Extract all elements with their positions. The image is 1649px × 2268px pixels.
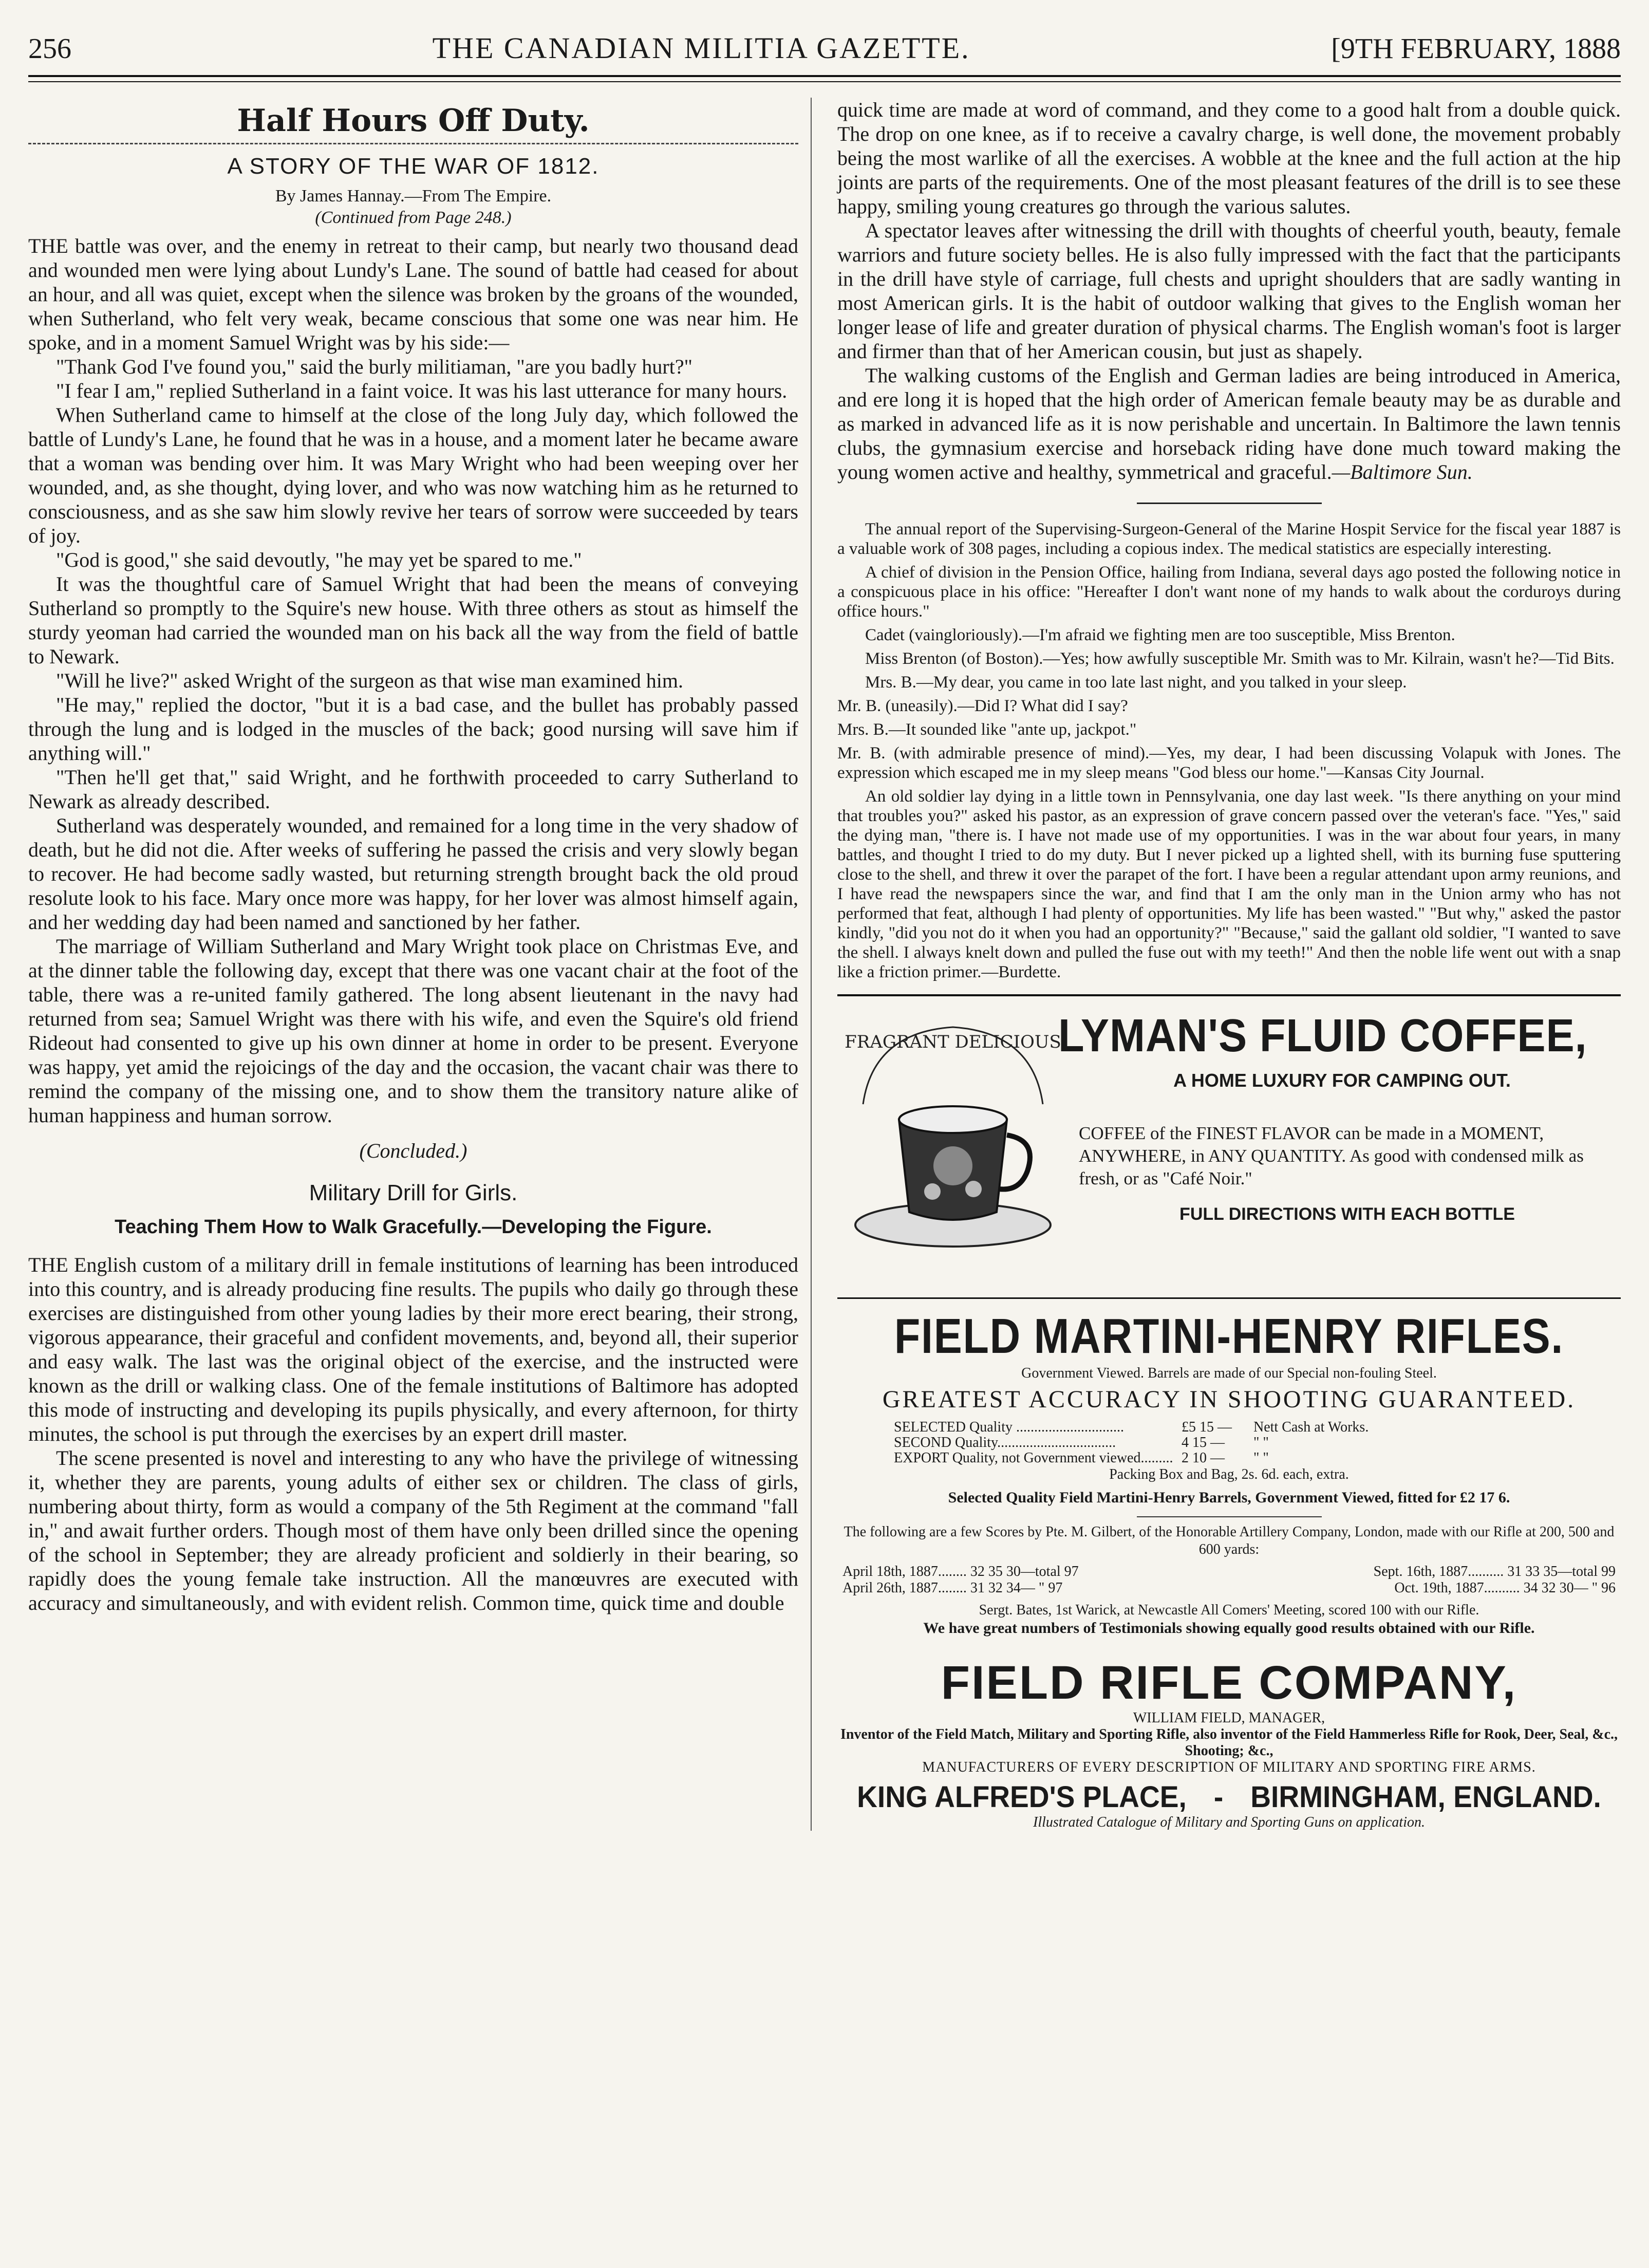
publication-title: THE CANADIAN MILITIA GAZETTE. [432, 31, 970, 65]
rifles-tagline: Government Viewed. Barrels are made of our Special non-fouling Steel. [1021, 1365, 1437, 1381]
note-paragraph: Mr. B. (with admirable presence of mind).—Yes, my dear, I had been discussing Volapuk with Jones. The expression which escaped me in my sleep means "God bless our home."—Kansas City Journal. [837, 744, 1621, 782]
score-left: April 26th, 1887........ 31 32 34— " 97 [842, 1580, 1063, 1596]
drill-subtitle: Teaching Them How to Walk Gracefully.—Developing the Figure. [115, 1216, 712, 1238]
barrels-note: Selected Quality Field Martini-Henry Barrels, Government Viewed, fitted for £2 17 6. [948, 1489, 1510, 1506]
note-paragraph: Cadet (vaingloriously).—I'm afraid we fighting men are too susceptible, Miss Brenton. [865, 626, 1455, 644]
issue-date: [9TH FEBRUARY, 1888 [1331, 33, 1621, 65]
drill-paragraph: The scene presented is novel and interesting to any who have the privilege of witnessing it, whether they are parents, young adults of either sex or children. The class of girls, numbering about thirty, form as would a company of the 5th Regiment at the command "fall in," and await further orders. Though most of them have only been drilled since the opening of the school in September; they are already proficient and soldierly in their bearing, so rapidly does the young female take instruction. All the manœuvres are executed with accuracy and simultaneously, and with evident relish. Common time, quick time and double [28, 1446, 798, 1614]
note-paragraph: Mrs. B.—My dear, you came in too late last night, and you talked in your sleep. [865, 673, 1407, 692]
story-continued: (Continued from Page 248.) [315, 208, 512, 227]
cup-caption: FRAGRANT DELICIOUS [845, 1032, 1061, 1052]
rifles-title: FIELD MARTINI-HENRY RIFLES. [894, 1309, 1564, 1364]
note-paragraph: Miss Brenton (of Boston).—Yes; how awfully susceptible Mr. Smith was to Mr. Kilrain, wasn't he?—Tid Bits. [865, 649, 1615, 668]
score-left: April 18th, 1887........ 32 35 30—total 97 [842, 1564, 1079, 1579]
drill-paragraph: quick time are made at word of command, and they come to a good halt from a double quick. The drop on one knee, as if to receive a cavalry charge, is well done, the movement probably being the most warlike of all the exercises. A wobble at the knee and the full action at the hip joints are parts of the requirements. One of the most pleasant features of the drill is to see these happy, smiling young creatures go through the various salutes. [837, 98, 1621, 218]
story-paragraph: It was the thoughtful care of Samuel Wright that had been the means of conveying Sutherland so promptly to the Squire's new house. With three others as stout as himself the sturdy yeoman had carried the wounded man on his back all the way from the field of battle to Newark. [28, 572, 798, 668]
drill-paragraph: THE English custom of a military drill in female institutions of learning has been introduced into this country, and is already producing fine results. The pupils who daily go through these exercises are distinguished from other young ladies by their more erect bearing, their strong, vigorous appearance, their graceful and confident movements, and, beyond all, their superior and easy walk. The last was the original object of the exercise, and the instructed were known as the drill or walking class. One of the female institutions of Baltimore has adopted this mode of instructing and developing its pupils physically, and every afternoon, for thirty minutes, the school is put through the exercises by an expert drill master. [28, 1253, 798, 1445]
testimonials-note: We have great numbers of Testimonials showing equally good results obtained with our Rifle. [923, 1620, 1535, 1637]
story-paragraph: "Then he'll get that," said Wright, and he forthwith proceeded to carry Sutherland to Newark as already described. [28, 766, 798, 813]
drill-paragraph [837, 363, 1621, 484]
price-amount: 2 10 — [1182, 1450, 1225, 1466]
lyman-body: COFFEE of the FINEST FLAVOR can be made in a MOMENT, ANYWHERE, in ANY QUANTITY. As good with condensed milk as fresh, or as "Café Noir." [1079, 1123, 1584, 1188]
note-paragraph: Mr. B. (uneasily).—Did I? What did I say? [837, 697, 1128, 715]
price-row [894, 1420, 1621, 1435]
price-row [894, 1451, 1621, 1466]
story-paragraph: THE battle was over, and the enemy in retreat to their camp, but nearly two thousand dead and wounded men were lying about Lundy's Lane. The sound of battle had ceased for about an hour, and all was quiet, except when the silence was broken by the groans of the wounded, when Sutherland, who felt very weak, became conscious that some one was near him. He spoke, and in a moment Samuel Wright was by his side:— [28, 234, 798, 354]
address-right: BIRMINGHAM, ENGLAND. [1250, 1780, 1601, 1814]
page-header [28, 31, 1621, 72]
story-title: A STORY OF THE WAR OF 1812. [227, 154, 599, 179]
story-concluded: (Concluded.) [359, 1139, 467, 1162]
price-terms: " " [1253, 1435, 1269, 1451]
address-separator: - [1213, 1780, 1224, 1814]
price-amount: £5 15 — [1182, 1419, 1232, 1435]
score-row [837, 1564, 1621, 1580]
lyman-subtitle: A HOME LUXURY FOR CAMPING OUT. [1173, 1070, 1511, 1091]
lyman-directions: FULL DIRECTIONS WITH EACH BOTTLE [1179, 1204, 1515, 1224]
company-manufacturers: MANUFACTURERS OF EVERY DESCRIPTION OF MILITARY AND SPORTING FIRE ARMS. [922, 1759, 1536, 1775]
drill-paragraph: A spectator leaves after witnessing the drill with thoughts of cheerful youth, beauty, female warriors and future society belles. He is also fully impressed with the fact that the participants in the drill have style of carriage, full chests and upright shoulders that are sadly wanting in most American girls. It is the habit of outdoor walking that gives to the English woman her longer lease of life and greater duration of physical charms. The English woman's foot is larger and firmer than that of her American cousin, but just as shapely. [837, 219, 1621, 363]
address-left: KING ALFRED'S PLACE, [857, 1780, 1187, 1814]
left-column [28, 98, 812, 1831]
score-row [837, 1580, 1621, 1596]
price-quality: EXPORT Quality, not Government viewed......... [894, 1450, 1173, 1466]
bates-note: Sergt. Bates, 1st Warick, at Newcastle All Comers' Meeting, scored 100 with our Rifle. [979, 1602, 1479, 1618]
drill-title: Military Drill for Girls. [309, 1180, 518, 1205]
story-paragraph: "I fear I am," replied Sutherland in a faint voice. It was his last utterance for many hours. [56, 379, 788, 402]
lyman-advertisement [837, 994, 1621, 1299]
column-divider [1137, 503, 1322, 504]
price-terms: " " [1253, 1450, 1269, 1466]
price-quality: SECOND Quality................................. [894, 1435, 1116, 1451]
notes-section [837, 519, 1621, 982]
company-advertisement [837, 1656, 1621, 1831]
price-amount: 4 15 — [1182, 1435, 1225, 1451]
price-terms: Nett Cash at Works. [1253, 1419, 1369, 1435]
lyman-title: LYMAN'S FLUID COFFEE, [1058, 1010, 1587, 1062]
price-row [894, 1435, 1621, 1451]
story-paragraph: "God is good," she said devoutly, "he may yet be spared to me." [56, 548, 582, 571]
newspaper-page [28, 31, 1621, 2251]
rifles-accuracy: GREATEST ACCURACY IN SHOOTING GUARANTEED. [882, 1386, 1576, 1413]
section-title: Half Hours Off Duty. [237, 103, 590, 139]
right-column [837, 98, 1621, 1831]
header-rule [28, 75, 1621, 82]
price-quality: SELECTED Quality .............................. [894, 1419, 1124, 1435]
company-manager: WILLIAM FIELD, MANAGER, [1133, 1710, 1325, 1726]
story-paragraph: Sutherland was desperately wounded, and remained for a long time in the very shadow of death, but he did not die. After weeks of suffering he passed the crisis and very slowly began to recover. He had become sadly wasted, but returning strength brought back the old proud resolute look to his face. Mary once more was happy, for her lover was almost himself again, and her wedding day had been named and sanctioned by her father. [28, 814, 798, 934]
story-paragraph: When Sutherland came to himself at the close of the long July day, which followed the battle of Lundy's Lane, he found that he was in a house, and a moment later he became aware that a woman was bending over him. It was Mary Wright who had been weeping over her wounded, and, as she thought, dying lover, and who was now watching him as he returned to consciousness, and as she saw him slowly revive her tears of sorrow were succeeded by tears of joy. [28, 403, 798, 547]
drill-source: —Baltimore Sun. [1332, 460, 1473, 484]
company-title: FIELD RIFLE COMPANY, [941, 1657, 1517, 1709]
note-paragraph: A chief of division in the Pension Office, hailing from Indiana, several days ago posted the following notice in a conspicuous place in his office: "Hereafter I don't want none of my hands to walk about the corduroys during office hours." [837, 563, 1621, 621]
story-paragraph: "He may," replied the doctor, "but it is a bad case, and the bullet has probably passed through the lung and is lodged in the muscles of the back; good nursing will save him if anything will." [28, 693, 798, 765]
rifles-divider [1137, 1516, 1322, 1517]
packing-note: Packing Box and Bag, 2s. 6d. each, extra. [1109, 1466, 1349, 1482]
page-number: 256 [28, 33, 71, 65]
section-divider [28, 143, 798, 144]
coffee-cup-icon [842, 1012, 1063, 1258]
story-byline: By James Hannay.—From The Empire. [275, 187, 552, 206]
story-paragraph: "Thank God I've found you," said the burly militiaman, "are you badly hurt?" [56, 355, 692, 378]
story-paragraph: "Will he live?" asked Wright of the surgeon as that wise man examined him. [56, 669, 683, 692]
note-paragraph: An old soldier lay dying in a little town in Pennsylvania, one day last week. "Is there anything on your mind that troubles you?" asked his pastor, as an expression of grave concern passed over the veteran's face. "Yes," said the dying man, "there is. I have not made use of my opportunities. I was in the war about four years, in many battles, and thought I tried to do my duty. But I never picked up a lighted shell, with its burning fuse sputtering close to the shell, and threw it over the parapet of the fort. I have been a regular attendant upon army reunions, and I have read the newspapers since the war, and find that I am the only man in the Union army who has not performed that feat, although I had plenty of opportunities. My life has been wasted." "But why," asked the pastor kindly, "did you not do it when you had an opportunity?" "Because," said the gallant old soldier, "I wanted to save the shell. I always knelt down and pulled the fuse out with my teeth!" And then the noble life went out with a snap like a friction primer.—Burdette. [837, 787, 1621, 981]
story-paragraph: The marriage of William Sutherland and Mary Wright took place on Christmas Eve, and at the dinner table the following day, except that there was one vacant chair at the foot of the table, there was a re-united family gathered. The long absent lieutenant in the navy had returned from sea; Samuel Wright was there with his wife, and even the Squire's old friend Rideout had consented to give up his own dinner at home in order to be present. Everyone was happy, yet amid the rejoicings of the day and the occasion, the vacant chair was there to remind the company of the missing one, and to show them the transitory nature alike of human happiness and human sorrow. [28, 935, 798, 1127]
rifles-advertisement [837, 1308, 1621, 1638]
note-paragraph: The annual report of the Supervising-Surgeon-General of the Marine Hospit Service for the fiscal year 1887 is a valuable work of 308 pages, including a copious index. The medical statistics are especially interesting. [837, 520, 1621, 558]
score-right: Oct. 19th, 1887.......... 34 32 30— " 96 [1394, 1580, 1616, 1596]
company-inventor: Inventor of the Field Match, Military and Sporting Rifle, also inventor of the Field Hammerless Rifle for Rook, Deer, Seal, &c., Shooting; &c., [840, 1726, 1618, 1759]
company-catalogue: Illustrated Catalogue of Military and Sporting Guns on application. [1033, 1814, 1425, 1830]
note-paragraph: Mrs. B.—It sounded like "ante up, jackpot." [837, 720, 1137, 739]
drill-paragraph-text: The walking customs of the English and German ladies are being introduced in America, and ere long it is hoped that the high order of American female beauty may be as durable and as marked in advanced life as it is now perishable and uncertain. In Baltimore the lawn tennis clubs, the gymnasium exercise and horseback riding have done much toward making the young women active and healthy, symmetrical and graceful. [837, 364, 1621, 484]
company-address [857, 1780, 1601, 1814]
score-right: Sept. 16th, 1887.......... 31 33 35—total 99 [1373, 1564, 1616, 1579]
scores-intro: The following are a few Scores by Pte. M. Gilbert, of the Honorable Artillery Company, London, made with our Rifle at 200, 500 and 600 yards: [844, 1524, 1615, 1557]
